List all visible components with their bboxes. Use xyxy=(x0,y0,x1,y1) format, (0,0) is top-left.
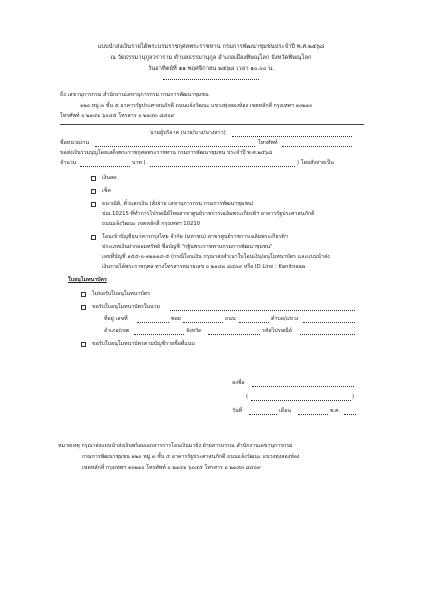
cheque-label: เช็ค xyxy=(102,188,111,194)
no-receipt-checkbox[interactable] xyxy=(81,292,86,297)
soi-field[interactable] xyxy=(183,317,223,323)
transfer-line-1: โอนเข้าบัญชีธนาคารกรุงไทย จำกัด (มหาชน) สาขาศูนย์ราชการเฉลิมพระเกียรติฯ xyxy=(102,234,288,240)
postal-line-3: ถนนแจ้งวัฒนะ เขตหลักสี่ กรุงเทพฯ 10210 xyxy=(102,221,201,227)
section-divider xyxy=(60,124,364,125)
transfer-line-2: ประเภทเงินฝากออมทรัพย์ ชื่อบัญชี "กฐินพระราชทานกรมการพัฒนาชุมชน" xyxy=(102,244,273,250)
province-label: จังหวัด xyxy=(186,328,202,334)
to-line-1: ถึง เลขานุการกรม สำนักงานเลขานุการกรม กรมการพัฒนาชุมชน xyxy=(60,92,209,98)
date-field[interactable] xyxy=(249,409,277,415)
signer-name-field[interactable] xyxy=(251,395,351,401)
receipt-name-field[interactable] xyxy=(170,305,355,311)
header-line-2: ณ วัดธรรมานุกูลวราราม ตำบลธรรมานุกูล อำเภอเมืองพิษณุโลก จังหวัดพิษณุโลก xyxy=(110,55,312,61)
to-line-3: โทรศัพท์ ๐ ๒๑๔๑ ๖๐๔๕ โทรสาร ๐ ๒๑๔๓ ๘๔๐๙ xyxy=(60,113,175,119)
phone-field[interactable] xyxy=(282,141,352,147)
amphoe-label: อำเภอ/เขต xyxy=(104,328,130,334)
postal-line-2: ปณ.10215 ที่ทำการไปรษณีย์ไทยสาขาศูนย์ราชการเฉลิมพระเกียรติฯ อาคารรัฐประศาสนภักดี xyxy=(102,211,315,217)
donor-name-label: นามผู้บริจาค (นาย/นาง/นางสาว) xyxy=(150,130,226,136)
method-label: ) โดยสั่งจ่ายเป็น xyxy=(297,160,334,166)
postcode-field[interactable] xyxy=(300,329,355,335)
by-name-list-label: ขอรับใบอนุโมทนาบัตรตามบัญชีรายชื่อที่แนบ xyxy=(92,341,195,347)
soi-label: ซอย xyxy=(171,316,181,322)
address-no-label: ที่อยู่ เลขที่ xyxy=(104,316,128,322)
baht-label: บาท ( xyxy=(132,160,146,166)
signature-field[interactable] xyxy=(252,381,354,387)
amphoe-field[interactable] xyxy=(134,329,184,335)
year-label: พ.ศ. xyxy=(330,408,341,414)
cash-checkbox[interactable] xyxy=(91,176,96,181)
transfer-line-4: เงินรายได้พระราชกุศล ทางโทรสารหมายเลข ๐ ๒๑๔๓ ๘๔๐๙ หรือ ID Line : Kanitnaaa xyxy=(102,264,306,270)
road-label: ถนน xyxy=(225,316,236,322)
month-field[interactable] xyxy=(298,409,328,415)
bank-transfer-checkbox[interactable] xyxy=(91,235,96,240)
donate-text: ขอส่งเงินร่วมบุญโดยเสด็จพระราชกุศลพระราชทาน กรมการพัฒนาชุมชน ประจำปี พ.ศ.๒๕๖๘ xyxy=(60,150,273,156)
cash-label: เงินสด xyxy=(102,175,117,181)
road-field[interactable] xyxy=(239,317,269,323)
province-field[interactable] xyxy=(208,329,260,335)
phone-label: โทรศัพท์ xyxy=(258,140,278,146)
note-line-1: หมายเหตุ กรุณาส่งแบบนำส่งเงินพร้อมเอกสารการโอนเงินมายัง ฝ่ายสารบรรณ สำนักงานเลขานุการกรม xyxy=(58,443,293,449)
header-divider xyxy=(163,79,259,80)
donor-name-field[interactable] xyxy=(232,131,352,137)
note-line-2: กรมการพัฒนาชุมชน ๑๒๐ หมู่ ๓ ชั้น ๕ อาคารรัฐประศาสนภักดี ถนนแจ้งวัฒนะ แขวงทุ่งสองห้อง xyxy=(82,454,300,460)
tambon-field[interactable] xyxy=(303,317,355,323)
receipt-title: ใบอนุโมทนาบัตร xyxy=(68,277,107,283)
to-line-2: ๑๒๐ หมู่ ๓ ชั้น ๕ อาคารรัฐประศาสนภักดี ถนนแจ้งวัฒนะ แขวงทุ่งสองห้อง เขตหลักสี่ กรุงเทพฯ ๑๐๒๑๐ xyxy=(80,103,313,109)
signature-paren-open: ( xyxy=(246,394,249,400)
amount-label: จำนวน xyxy=(60,160,77,166)
tambon-label: ตำบล/แขวง xyxy=(271,316,299,322)
transfer-line-3: เลขที่บัญชี ๑๕๕-๐-๑๒๑๑๔-๕ (กรณีโอนเงิน กรุณาส่งสำเนาใบโอนเงิน/อนุโมทนาบัตร และแบบนำส่ง xyxy=(102,254,330,260)
address-no-field[interactable] xyxy=(137,317,169,323)
month-label: เดือน xyxy=(279,408,292,414)
amount-field[interactable] xyxy=(80,161,130,167)
year-field[interactable] xyxy=(344,409,356,415)
org-label: ชื่อหน่วยงาน xyxy=(60,140,90,146)
org-field[interactable] xyxy=(95,141,255,147)
header-line-1: แบบนำส่งเงินรายได้พระบรมราชกุศลพระราชทาน กรมการพัฒนาชุมชนประจำปี พ.ศ.๒๕๖๘ xyxy=(97,44,325,50)
want-receipt-label: ขอรับใบอนุโมทนาบัตรในนาม xyxy=(92,304,161,310)
postal-order-checkbox[interactable] xyxy=(91,202,96,207)
amount-text-field[interactable] xyxy=(150,161,295,167)
header-line-3: วันอาทิตย์ที่ ๑๑ พฤศจิกายน ๒๕๖๘ เวลา ๑๐.๐๐ น. xyxy=(147,66,275,72)
signature-label: ลงชื่อ xyxy=(232,380,245,386)
postal-line-1: ธนาณัติ, ตั๋วแลกเงิน (สั่งจ่าย เลขานุการกรม กรมการพัฒนาชุมชน) xyxy=(102,201,254,207)
date-label: วันที่ xyxy=(232,408,243,414)
by-name-list-checkbox[interactable] xyxy=(81,342,86,347)
want-receipt-checkbox[interactable] xyxy=(81,305,86,310)
no-receipt-label: ไม่ขอรับใบอนุโมทนาบัตร xyxy=(92,291,150,297)
cheque-checkbox[interactable] xyxy=(91,189,96,194)
postcode-label: รหัสไปรษณีย์ xyxy=(262,328,292,334)
signature-paren-close: ) xyxy=(352,394,355,400)
note-line-3: เขตหลักสี่ กรุงเทพฯ ๑๐๒๑๐ โทรศัพท์ ๐ ๒๑๔๑ ๖๐๔๕ โทรสาร ๐ ๒๑๔๓ ๘๔๐๙ xyxy=(82,465,261,471)
